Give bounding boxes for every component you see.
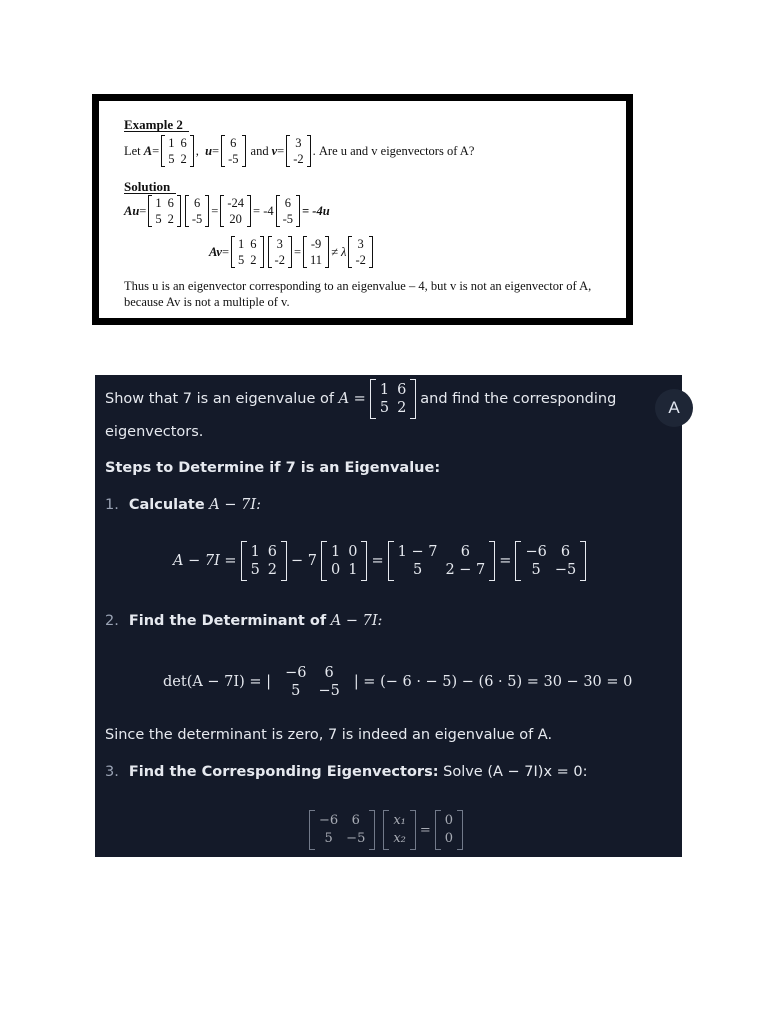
example-statement: Let A = 1 5 6 2 , u = 6 -5 and v = 3 -2 . Are u and v eigenvectors of A? (124, 136, 475, 166)
step-2-equation: det(A − 7I) = | −6 5 6 −5 | = (− 6 · − 5) − (6 · 5) = 30 − 30 = 0 (163, 665, 633, 699)
step-3: 3. Find the Corresponding Eigenvectors: Solve (A − 7I)x = 0: (105, 764, 588, 780)
example-question: Are u and v eigenvectors of A? (318, 143, 475, 158)
example-conclusion: Thus u is an eigenvector corresponding to an eigenvalue – 4, but v is not an eigenvector of A, because Av is not a multiple of v. (124, 279, 592, 309)
chat-answer (95, 375, 682, 857)
matrix-A: 1 5 6 2 (370, 381, 416, 417)
vector-u: 6 -5 (221, 135, 245, 167)
step-3-equation: −6 5 6 −5 x₁ x₂ = 0 0 (305, 812, 467, 848)
assistant-avatar[interactable]: A (655, 389, 693, 427)
question-line: Show that 7 is an eigenvalue of A = 1 5 6 2 and find the corresponding (105, 382, 617, 416)
since-statement: Since the determinant is zero, 7 is indeed an eigenvalue of A. (105, 727, 553, 743)
Av-computation: Av = 1 5 6 2 3 -2 = -9 11 ≠ λ 3 -2 (209, 236, 375, 268)
step-1-equation: A − 7I = 1 5 6 2 − 7 1 0 0 1 = 1 − 7 5 6 2 − 7 = −6 5 6 −5 (173, 543, 590, 579)
example-title: Example 2 (124, 118, 189, 132)
step-1: 1. Calculate A − 7I: (105, 497, 261, 513)
vector-v: 3 -2 (286, 135, 310, 167)
step-2: 2. Find the Determinant of A − 7I: (105, 613, 383, 629)
steps-heading: Steps to Determine if 7 is an Eigenvalue: (105, 460, 441, 476)
matrix-A: 1 5 6 2 (161, 135, 194, 167)
Au-computation: Au = 1 5 6 2 6 -5 = -24 20 = -4 6 -5 = -4u (124, 196, 330, 226)
textbook-example (92, 94, 633, 325)
question-line-2: eigenvectors. (105, 424, 204, 440)
solution-title: Solution (124, 180, 176, 194)
